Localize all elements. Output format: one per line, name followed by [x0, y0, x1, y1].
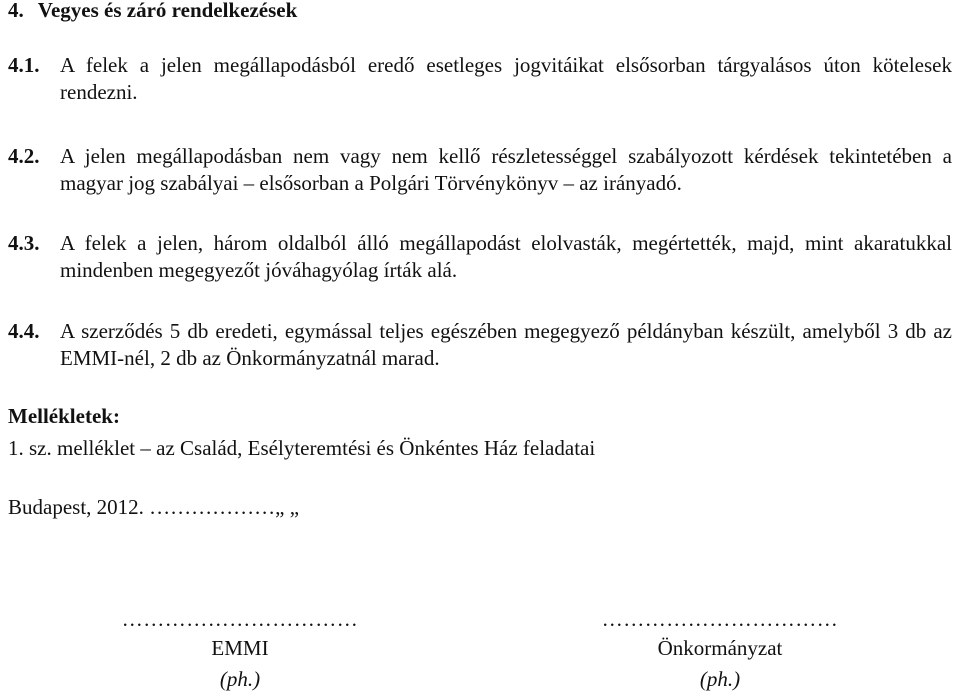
section-heading: [8, 0, 297, 24]
clause-number: 4.2.: [8, 144, 40, 168]
clause-4-3: [8, 230, 952, 284]
signature-block-onkormanyzat: [560, 609, 880, 693]
section-number: 4.: [8, 0, 24, 22]
signature-line: ……………………………: [121, 607, 359, 631]
annexes-heading: Mellékletek:: [8, 404, 120, 428]
clause-text: A felek a jelen, három oldalból álló megállapodást elolvasták, megértették, majd, mint akaratukkal mindenben megegyezőt jóváhagyólag írták alá.: [60, 231, 952, 282]
clause-text: A szerződés 5 db eredeti, egymással teljes egészében megegyező példányban készült, amelyből 3 db az EMMI-nél, 2 db az Önkormányzatnál marad.: [60, 319, 952, 370]
signature-line: ……………………………: [601, 607, 839, 631]
clause-4-4: [8, 318, 952, 372]
annex-item: 1. sz. melléklet – az Család, Esélyteremtési és Önkéntes Ház feladatai: [8, 436, 596, 460]
clause-number: 4.3.: [8, 231, 40, 255]
place-and-date: Budapest, 2012. ………………„ „: [8, 495, 300, 519]
signature-block-emmi: [80, 609, 400, 693]
seal-placeholder: (ph.): [699, 667, 741, 691]
clause-4-2: [8, 143, 952, 197]
seal-placeholder: (ph.): [219, 667, 261, 691]
clause-text: A jelen megállapodásban nem vagy nem kellő részletességgel szabályozott kérdések tekintetében a magyar jog szabályai – elsősorban a Polgári Törvénykönyv – az irányadó.: [60, 144, 952, 195]
signatory-name: Önkormányzat: [657, 636, 783, 660]
signatory-name: EMMI: [211, 636, 269, 660]
clause-4-1: [8, 52, 952, 106]
section-title: Vegyes és záró rendelkezések: [37, 0, 298, 22]
clause-number: 4.1.: [8, 53, 40, 77]
clause-text: A felek a jelen megállapodásból eredő esetleges jogvitáikat elsősorban tárgyalásos úton kötelesek rendezni.: [60, 53, 952, 104]
clause-number: 4.4.: [8, 319, 40, 343]
